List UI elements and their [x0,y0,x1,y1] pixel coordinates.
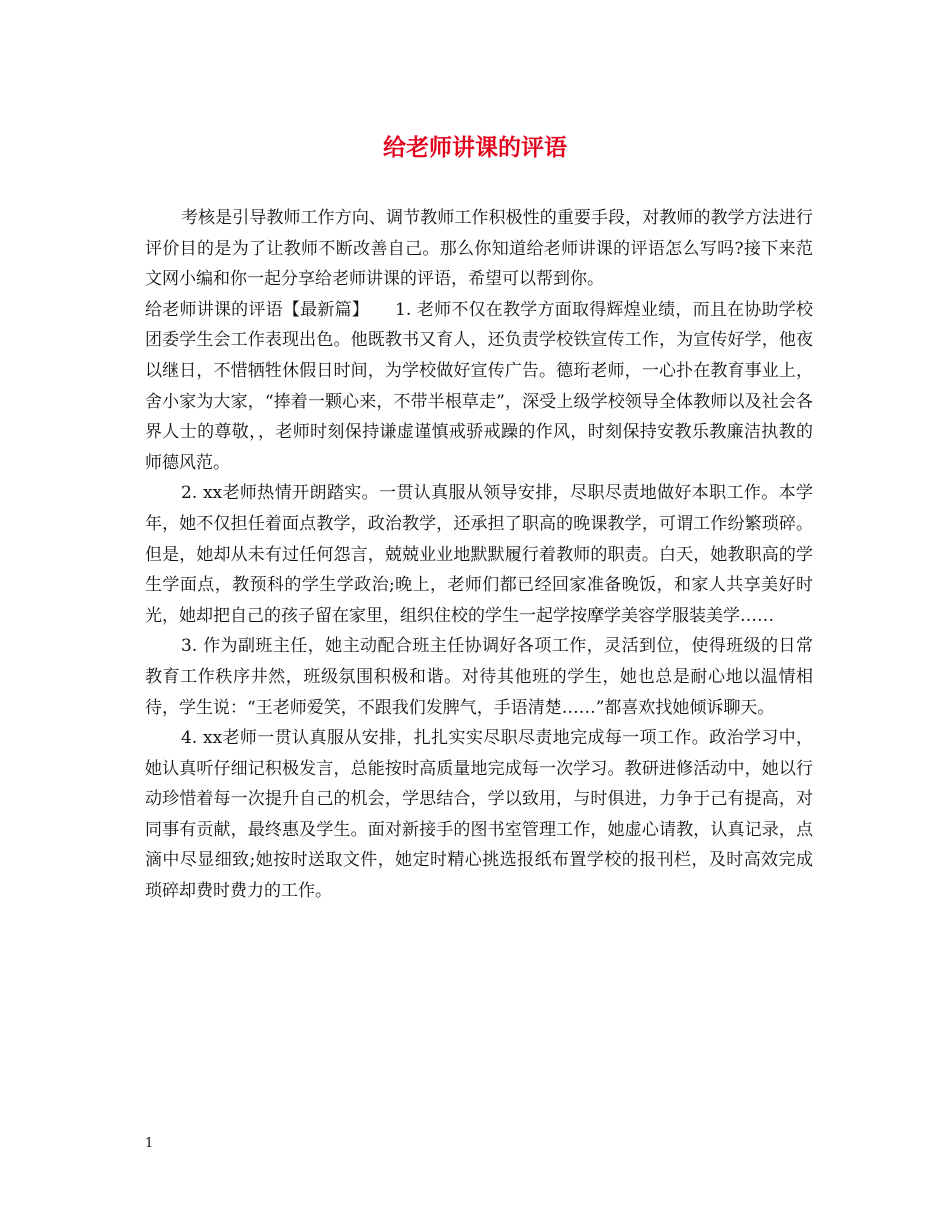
document-title: 给老师讲课的评语 [383,134,567,161]
comment-paragraph-1: 给老师讲课的评语【最新篇】 1. 老师不仅在教学方面取得辉煌业绩，而且在协助学校团委学生会工作表现出色。他既教书又育人，还负责学校铁宣传工作，为宣传好学，他夜以继日，不惜牺牲休假日时间，为学校做好宣传广告。德珩老师，一心扑在教育事业上，舍小家为大家，“捧着一颗心来，不带半根草走”，深受上级学校领导全体教师以及社会各界人士的尊敬，，老师时刻保持谦虚谨慎戒骄戒躁的作风，时刻保持安教乐教廉洁执教的师德风范。 [145,299,813,473]
document-body [145,203,813,907]
page-number: 1 [145,1136,154,1151]
comment-paragraph-3: 3. 作为副班主任，她主动配合班主任协调好各项工作，灵活到位，使得班级的日常教育工作秩序井然，班级氛围积极和谐。对待其他班的学生，她也总是耐心地以温情相待，学生说：“王老师爱笑，不跟我们发脾气，手语清楚……”都喜欢找她倾诉聊天。 [145,636,813,718]
intro-paragraph: 考核是引导教师工作方向、调节教师工作积极性的重要手段，对教师的教学方法进行评价目的是为了让教师不断改善自己。那么你知道给老师讲课的评语怎么写吗?接下来范文网小编和你一起分享给老师讲课的评语，希望可以帮到你。 [145,208,813,290]
comment-paragraph-2: 2. xx老师热情开朗踏实。一贯认真服从领导安排，尽职尽责地做好本职工作。本学年，她不仅担任着面点教学，政治教学，还承担了职高的晚课教学，可谓工作纷繁琐碎。但是，她却从未有过任何怨言，兢兢业业地默默履行着教师的职责。白天，她教职高的学生学面点，教预科的学生学政治;晚上，老师们都已经回家准备晚饭，和家人共享美好时光，她却把自己的孩子留在家里，组织住校的学生一起学按摩学美容学服装美学…… [145,483,813,626]
comment-paragraph-4: 4. xx老师一贯认真服从安排，扎扎实实尽职尽责地完成每一项工作。政治学习中，她认真听仔细记积极发言，总能按时高质量地完成每一次学习。教研进修活动中，她以行动珍惜着每一次提升自己的机会，学思结合，学以致用，与时俱进，力争于己有提高，对同事有贡献，最终惠及学生。面对新接手的图书室管理工作，她虚心请教，认真记录，点滴中尽显细致;她按时送取文件，她定时精心挑选报纸布置学校的报刊栏，及时高效完成琐碎却费时费力的工作。 [145,728,813,902]
